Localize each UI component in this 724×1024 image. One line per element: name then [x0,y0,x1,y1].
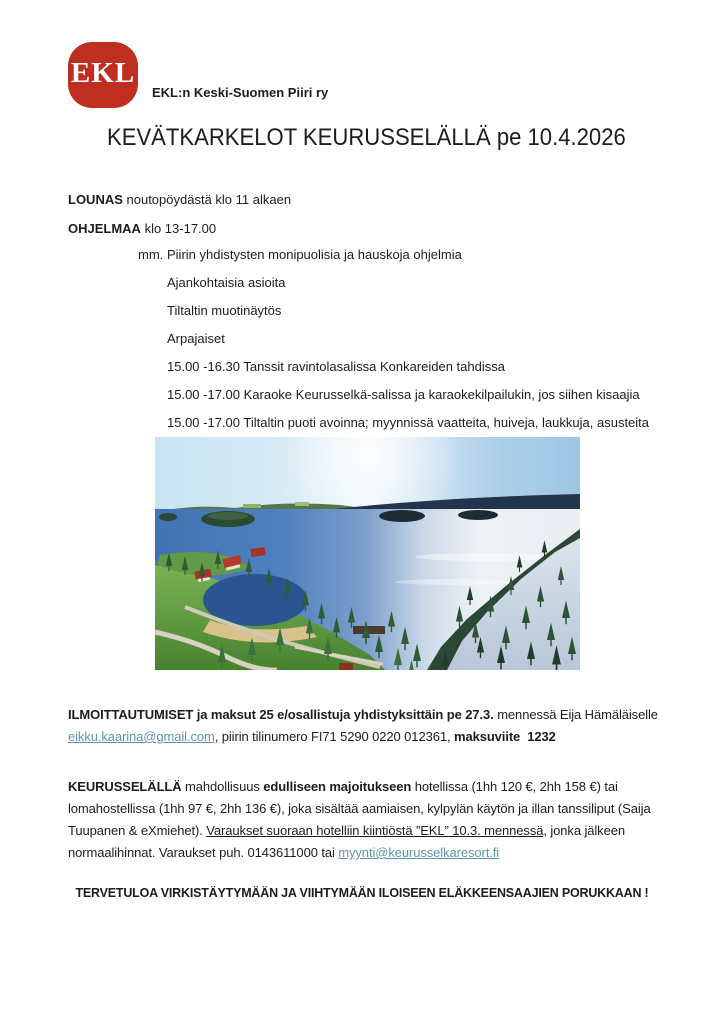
lunch-label: LOUNAS [68,192,123,207]
registration-bold: ILMOITTAUTUMISET ja maksut 25 e/osallistuja yhdistyksittäin pe 27.3. [68,707,494,722]
program-item-text: Tiltaltin muotinäytös [167,303,282,318]
lunch-line [68,192,291,207]
program-heading [68,221,216,236]
program-item-text: 15.00 -17.00 Karaoke Keurusselkä-salissa ja karaokekilpailukin, jos siihen kisaajia [167,387,640,402]
lake-photo-graphic [155,437,580,670]
booking-deadline: Varaukset suoraan hotelliin kiintiöstä ”EKL” 10.3. mennessä [206,823,544,838]
program-item [138,303,649,318]
program-item [138,387,649,402]
ekl-logo-text: EKL [70,56,136,89]
accommodation-paragraph: KEURUSSELÄLLÄ mahdollisuus edulliseen majoitukseen hotellissa (1hh 120 €, 2hh 158 €) tai lomahostellissa (1hh 97 €, 2hh 136 €), joka sisältää aamiaisen, kylpylän käytön ja illan tanssiliput (Saija Tuupanen & eXmiehet). Varaukset suoraan hotelliin kiintiöstä ”EKL” 10.3. mennessä, jonka jälkeen normaalihinnat. Varaukset puh. 0143611000 tai myynti@keurusselkaresort.fi [68,779,651,860]
program-item-text: Ajankohtaisia asioita [167,275,286,290]
program-time: klo 13-17.00 [140,221,217,236]
welcome-line: TERVETULOA VIRKISTÄYTYMÄÄN JA VIIHTYMÄÄN ILOISEEN ELÄKKEENSAAJIEN PORUKKAAN ! [75,886,649,900]
program-item [138,247,649,262]
program-item [138,359,649,374]
email-link-resort[interactable]: myynti@keurusselkaresort.fi [338,845,500,860]
payment-reference: maksuviite 1232 [453,729,556,744]
program-item-text: Arpajaiset [167,331,225,346]
program-item-prefix: mm. [138,247,164,262]
ekl-logo [68,42,138,108]
program-label: OHJELMAA [68,221,141,236]
program-item-text: 15.00 -16.30 Tanssit ravintolasalissa Konkareiden tahdissa [167,359,505,374]
program-item-text: 15.00 -17.00 Tiltaltin puoti avoinna; myynnissä vaatteita, huiveja, laukkuja, asusteita [167,415,650,430]
registration-paragraph: ILMOITTAUTUMISET ja maksut 25 e/osallistuja yhdistyksittäin pe 27.3. mennessä Eija Hämäläiselle eikku.kaarina@gmail.com, piirin tilinumero FI71 5290 0220 012361, maksuviite 1232 [68,707,658,744]
program-item [138,415,649,430]
org-name: EKL:n Keski-Suomen Piiri ry [152,85,329,100]
program-item-text: Piirin yhdistysten monipuolisia ja hauskoja ohjelmia [167,247,462,262]
email-link-gmail[interactable]: eikku.kaarina@gmail.com [68,729,215,744]
program-item [138,275,649,290]
page-title: KEVÄTKARKELOT KEURUSSELÄLLÄ pe 10.4.2026 [107,124,626,151]
lunch-text: noutopöydästä klo 11 alkaen [122,192,292,207]
program-list [138,247,649,443]
lake-photo [155,437,580,670]
program-item [138,331,649,346]
